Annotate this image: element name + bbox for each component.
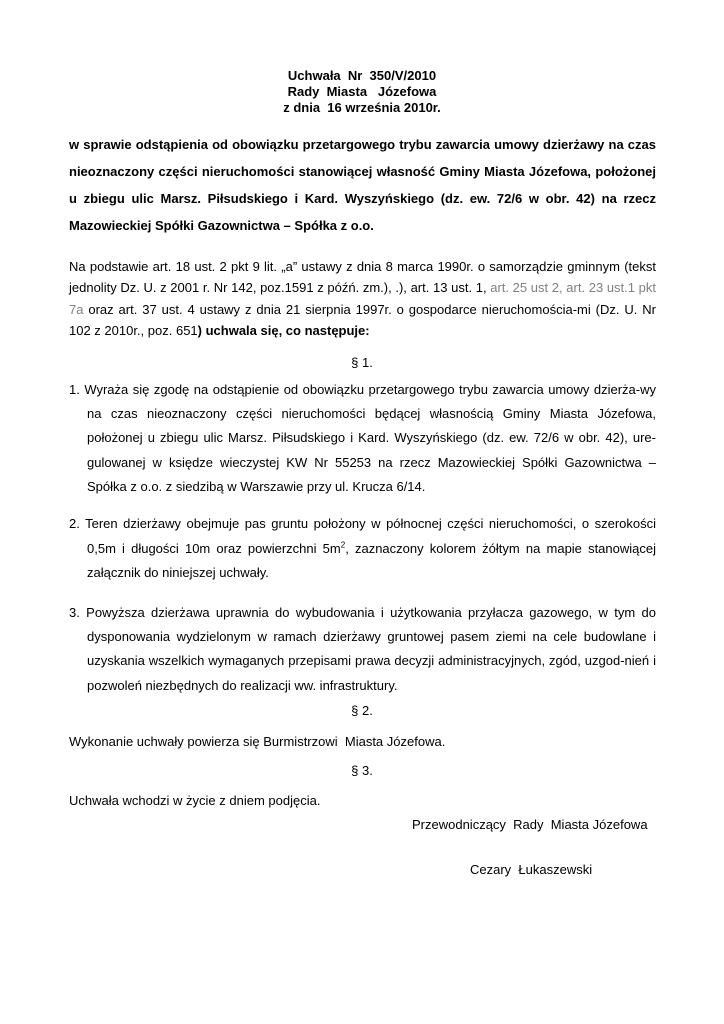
section-2-mark: § 2. (351, 703, 373, 718)
entry-into-force-clause: Uchwała wchodzi w życie z dniem podjęcia. (69, 793, 321, 808)
council-name: Rady Miasta Józefowa (287, 84, 437, 99)
resolution-header (0, 68, 724, 116)
section-3-mark: § 3. (351, 763, 373, 778)
resolution-number: Uchwała Nr 350/V/2010 (287, 68, 437, 83)
legal-basis-text-1: Na podstawie art. 18 ust. 2 pkt 9 lit. „a” ustawy z dnia 8 marca 1990r. o samorządzie gminnym (tekst jednolity Dz. U. z 2001 r. Nr 142, poz.1591 z późń. zm.), .), art. 13 ust. 1, (69, 259, 656, 296)
item-3-text: 3. Powyższa dzierżawa uprawnia do wybudowania i użytkowania przyłacza gazowego, w tym do dysponowania wydzielonym w ramach dzierżawy gruntowej pasem ziemi na cele budowlane i uzyskania wszelkich wymaganych przepisami prawa decyzji administracyjnych, zgód, uzgod-nień i pozwoleń niezbędnych do realizacji ww. infrastruktury. (69, 605, 656, 693)
signatory-name: Cezary Łukaszewski (470, 862, 593, 877)
resolution-date: z dnia 16 września 2010r. (283, 100, 441, 115)
legal-basis-grey-text: art. 25 ust 2, art. 23 ust.1 pkt 7a (69, 280, 656, 317)
item-1-text: 1. Wyraża się zgodę na odstąpienie od obowiązku przetargowego trybu zawarcia umowy dzierża-wy na czas nieoznaczony części nieruchomości będącej własnością Gminy Miasta Józefowa, położonej u zbiegu ulic Marsz. Piłsudskiego i Kard. Wyszyńskiego (dz. ew. 72/6 w obr. 42), ure-gulowanej w księdze wieczystej KW Nr 55253 na rzecz Mazowieckiej Spółki Gazownictwa – Spółka z o.o. z siedzibą w Warszawie przy ul. Krucza 6/14. (69, 382, 656, 494)
item-1 (69, 378, 656, 499)
legal-basis-bold-text: ) uchwala się, co następuje: (197, 322, 370, 338)
resolution-subject: w sprawie odstąpienia od obowiązku przetargowego trybu zawarcia umowy dzierżawy na czas nieoznaczony części nieruchomości stanowiącej własność Gminy Miasta Józefowa, położonej u zbiegu ulic Marsz. Piłsudskiego i Kard. Wyszyńskiego (dz. ew. 72/6 w obr. 42) na rzecz Mazowieckiej Spółki Gazownictwa – Spółka z o.o. (69, 137, 656, 233)
section-1-mark: § 1. (351, 355, 373, 370)
item-3 (69, 601, 656, 698)
item-2-superscript: 2 (340, 540, 346, 550)
signatory-title: Przewodniczący Rady Miasta Józefowa (412, 817, 648, 832)
item-2 (69, 512, 656, 586)
item-2-text-a: 2. Teren dzierżawy obejmuje pas gruntu położony w północnej części nieruchomości, o szerokości 0,5m i długości 10m oraz powierzchni 5m (69, 516, 656, 556)
legal-basis (69, 256, 656, 341)
execution-clause: Wykonanie uchwały powierza się Burmistrzowi Miasta Józefowa. (69, 734, 446, 749)
item-2-text (69, 512, 656, 586)
item-2-text-b: , zaznaczony kolorem żółtym na mapie stanowiącej załącznik do niniejszej uchwały. (87, 540, 656, 580)
legal-basis-text-2: oraz art. 37 ust. 4 ustawy z dnia 21 sierpnia 1997r. o gospodarce nieruchomościa-mi (Dz. U. Nr 102 z 2010r., poz. 651 (69, 301, 656, 338)
